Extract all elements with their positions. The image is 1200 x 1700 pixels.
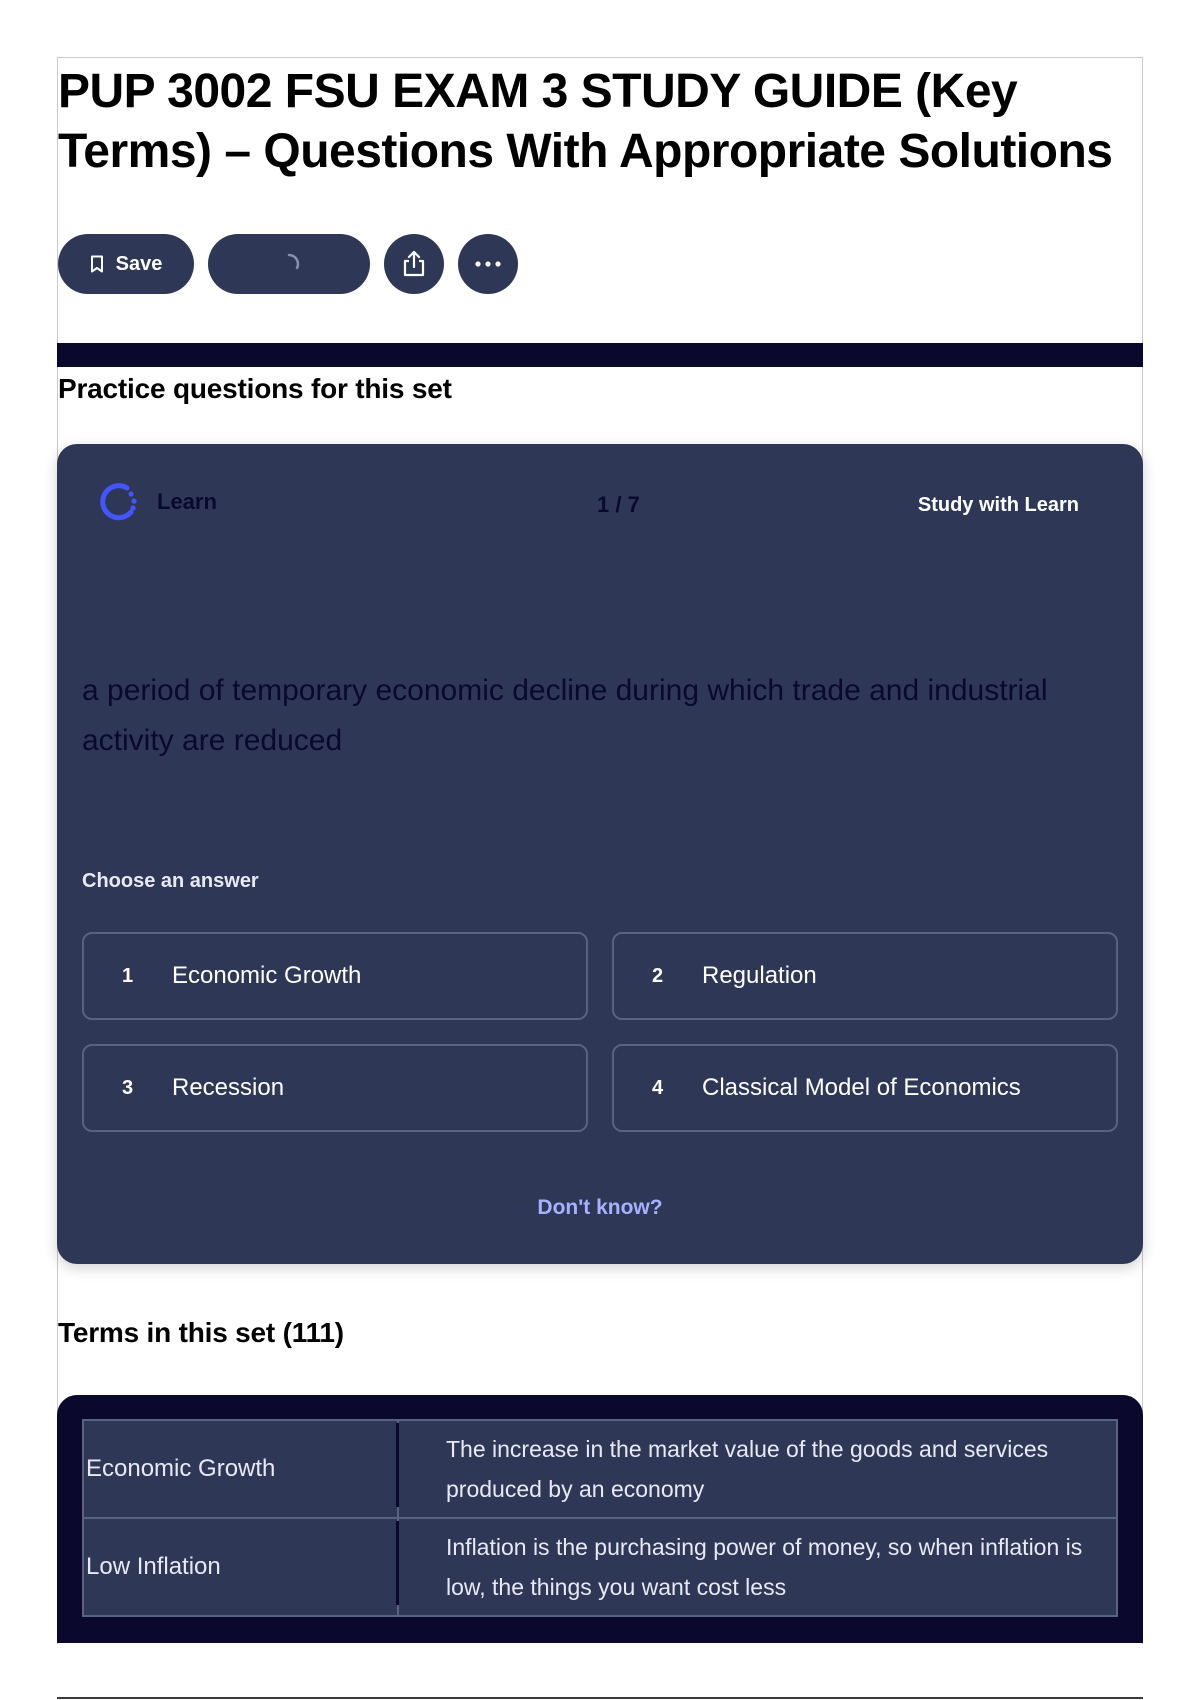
question-prompt: a period of temporary economic decline during which trade and industrial activity are reduced [82, 674, 1048, 757]
answer-number: 4 [652, 1076, 664, 1099]
learn-card [57, 444, 1143, 1264]
answer-text: Classical Model of Economics [702, 1074, 1021, 1101]
table-row [83, 1518, 1117, 1616]
answer-grid [82, 932, 1118, 1132]
choose-answer-label: Choose an answer [82, 870, 259, 892]
answer-option-1[interactable] [82, 932, 588, 1020]
answer-text: Economic Growth [172, 962, 362, 989]
answer-option-4[interactable] [612, 1044, 1118, 1132]
learn-card-header [97, 480, 1097, 530]
term-cell: Low Inflation [83, 1518, 398, 1616]
answer-text: Regulation [702, 962, 817, 989]
page-title: PUP 3002 FSU EXAM 3 STUDY GUIDE (Key Terms) – Questions With Appropriate Solutions [58, 65, 1113, 178]
answer-number: 2 [652, 964, 664, 987]
table-row [83, 1420, 1117, 1518]
loading-button[interactable] [208, 234, 370, 294]
answer-number: 3 [122, 1076, 134, 1099]
definition-cell: Inflation is the purchasing power of money, so when inflation is low, the things you want cost less [398, 1518, 1117, 1616]
learn-icon [97, 480, 141, 524]
divider-band [57, 343, 1143, 367]
spinner-icon [276, 251, 302, 277]
learn-badge [97, 480, 217, 524]
learn-mode-label: Learn [157, 489, 217, 514]
share-button[interactable] [384, 234, 444, 294]
terms-section-title: Terms in this set (111) [58, 1317, 344, 1348]
study-with-learn-link[interactable]: Study with Learn [917, 494, 1079, 516]
save-label: Save [115, 252, 163, 275]
practice-section-title: Practice questions for this set [58, 373, 452, 404]
terms-table [82, 1419, 1118, 1617]
action-bar [58, 234, 518, 294]
answer-option-2[interactable] [612, 932, 1118, 1020]
dont-know-button[interactable]: Don't know? [537, 1196, 663, 1219]
save-button[interactable] [58, 234, 194, 294]
term-cell: Economic Growth [83, 1420, 398, 1518]
answer-number: 1 [122, 964, 134, 987]
answer-text: Recession [172, 1074, 285, 1101]
more-icon [474, 260, 502, 268]
terms-card [57, 1395, 1143, 1643]
bottom-divider [57, 1697, 1143, 1699]
bookmark-icon [90, 255, 104, 273]
more-options-button[interactable] [458, 234, 518, 294]
definition-cell: The increase in the market value of the goods and services produced by an economy [398, 1420, 1117, 1518]
share-icon [401, 250, 427, 278]
question-progress: 1 / 7 [597, 492, 640, 517]
answer-option-3[interactable] [82, 1044, 588, 1132]
